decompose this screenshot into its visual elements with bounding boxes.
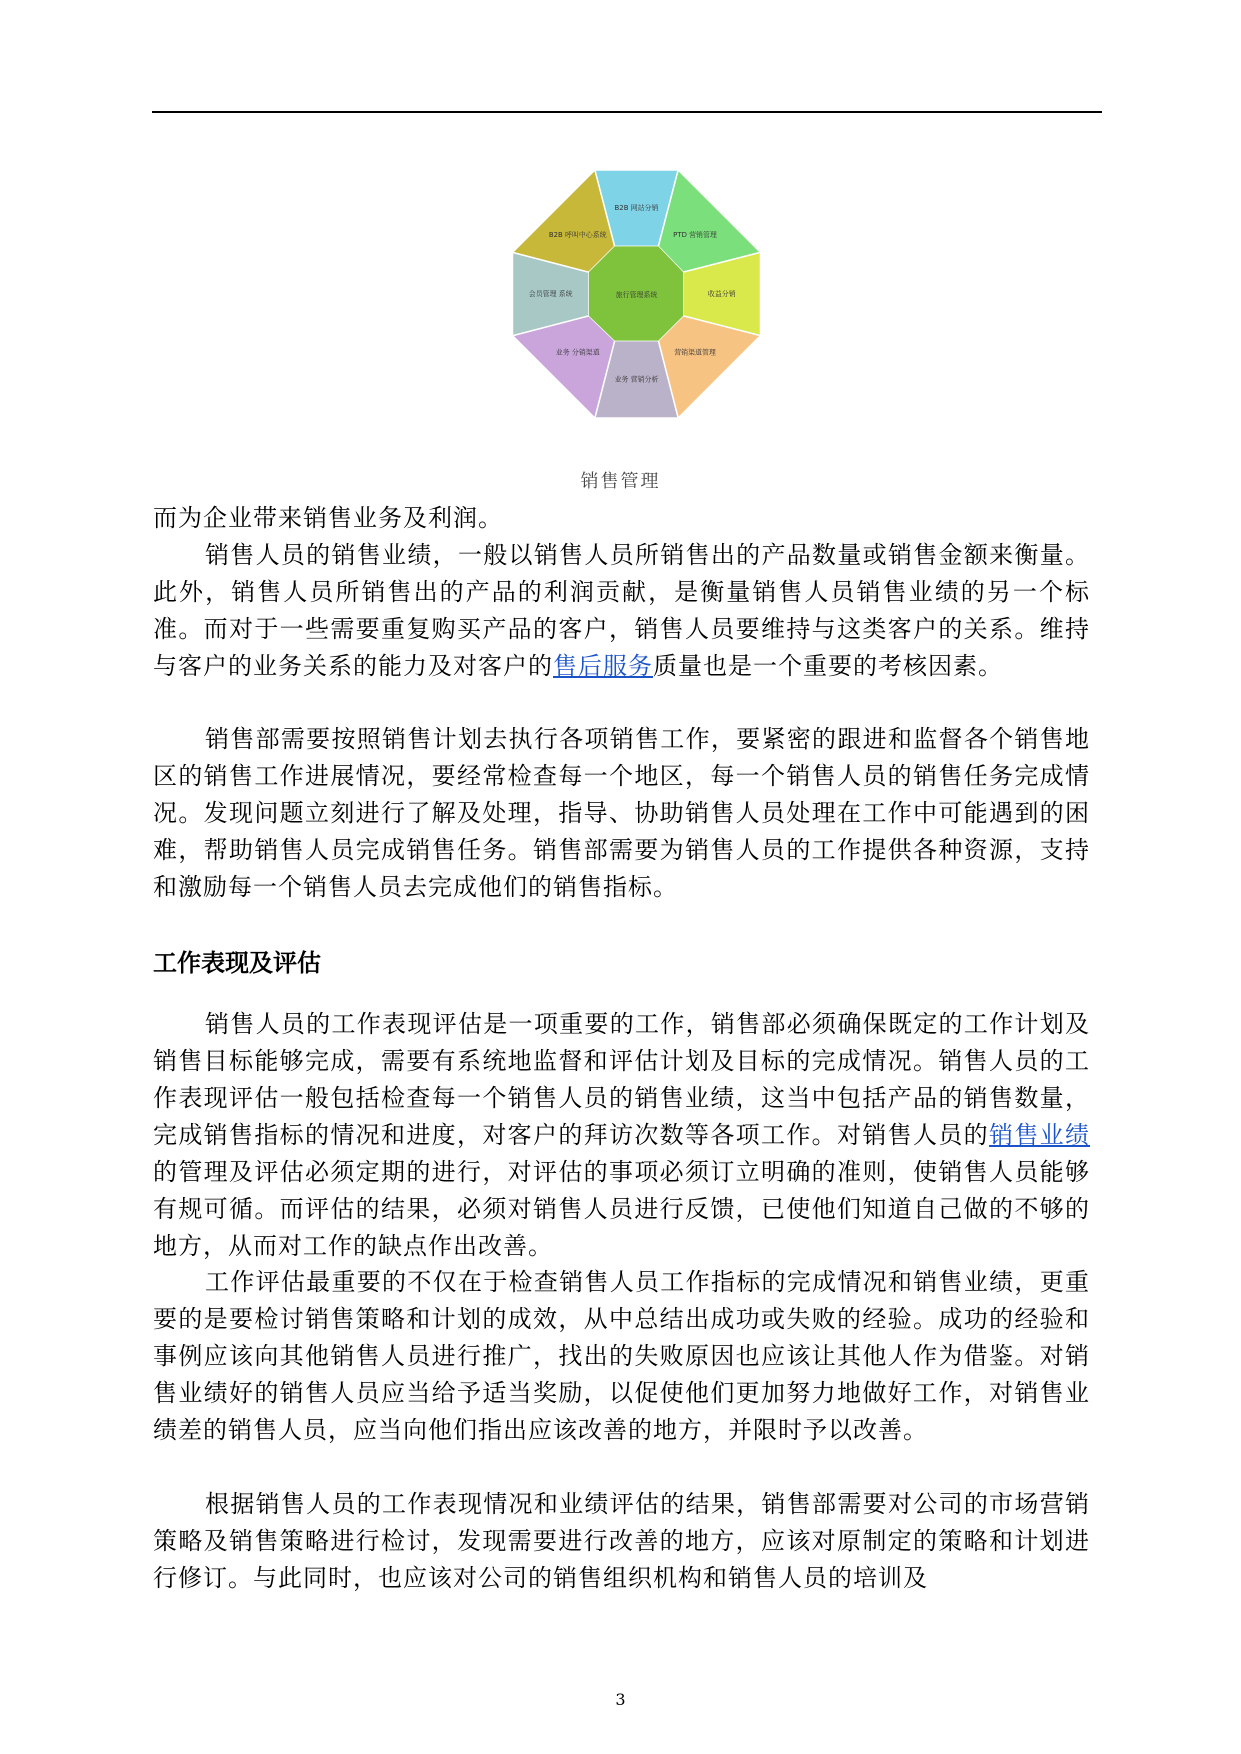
paragraph-2 [153, 537, 1090, 685]
diagram-segment [513, 170, 615, 272]
paragraph-3: 销售部需要按照销售计划去执行各项销售工作，要紧密的跟进和监督各个销售地区的销售工作进展情况，要经常检查每一个地区，每一个销售人员的销售任务完成情况。发现问题立刻进行了解及处理，指导、协助销售人员处理在工作中可能遇到的困难，帮助销售人员完成销售任务。销售部需要为销售人员的工作提供各种资源，支持和激励每一个销售人员去完成他们的销售指标。 [153, 725, 1090, 901]
paragraph-2-text-end: 质量也是一个重要的考核因素。 [653, 652, 1003, 680]
diagram-segment-label: 收益分销 [707, 289, 736, 298]
paragraph-4 [153, 1006, 1090, 1265]
diagram-segment-label: B2B 网站分销 [614, 204, 659, 213]
header-rule [152, 111, 1102, 113]
diagram-segment-label: B2B 呼叫中心系统 [548, 231, 607, 240]
paragraph-5: 工作评估最重要的不仅在于检查销售人员工作指标的完成情况和销售业绩，更重要的是要检讨销售策略和计划的成效，从中总结出成功或失败的经验。成功的经验和事例应该向其他销售人员进行推广，找出的失败原因也应该让其他人作为借鉴。对销售业绩好的销售人员应当给予适当奖励，以促使他们更加努力地做好工作，对销售业绩差的销售人员，应当向他们指出应该改善的地方，并限时予以改善。 [153, 1268, 1090, 1444]
paragraph-6: 根据销售人员的工作表现情况和业绩评估的结果，销售部需要对公司的市场营销策略及销售策略进行检讨，发现需要进行改善的地方，应该对原制定的策略和计划进行修订。与此同时，也应该对公司的销售组织机构和销售人员的培训及 [153, 1490, 1090, 1592]
sales-performance-link[interactable]: 销售业绩 [989, 1121, 1090, 1149]
after-sales-service-link[interactable]: 售后服务 [553, 652, 653, 680]
page-number: 3 [615, 1690, 626, 1709]
figure-caption: 销售管理 [580, 471, 661, 492]
diagram-segment-label: 业务 分销渠道 [555, 348, 600, 357]
section-heading: 工作表现及评估 [153, 949, 321, 977]
diagram-segment-label: 业务 营销分析 [614, 375, 659, 384]
sales-management-octagon-diagram [512, 170, 761, 418]
diagram-segment-label: PTD 营销管理 [673, 231, 717, 240]
paragraph-4-text: 销售人员的工作表现评估是一项重要的工作，销售部必须确保既定的工作计划及销售目标能够完成，需要有系统地监督和评估计划及目标的完成情况。销售人员的工作表现评估一般包括检查每一个销售人员的销售业绩，这当中包括产品的销售数量，完成销售指标的情况和进度，对客户的拜访次数等各项工作。对销售人员的 [153, 1010, 1090, 1149]
paragraph-2-text: 销售人员的销售业绩，一般以销售人员所销售出的产品数量或销售金额来衡量。此外，销售人员所销售出的产品的利润贡献，是衡量销售人员销售业绩的另一个标准。而对于一些需要重复购买产品的客户，销售人员要维持与这类客户的关系。维持与客户的业务关系的能力及对客户的 [153, 541, 1090, 680]
diagram-segment-label: 会员管理 系统 [528, 289, 573, 298]
diagram-center-label: 旅行管理系统 [615, 290, 658, 299]
diagram-segment-label: 营销渠道管理 [674, 348, 716, 357]
paragraph-1: 而为企业带来销售业务及利润。 [153, 504, 503, 532]
paragraph-4-text-end: 的管理及评估必须定期的进行，对评估的事项必须订立明确的准则，使销售人员能够有规可循。而评估的结果，必须对销售人员进行反馈，已使他们知道自己做的不够的地方，从而对工作的缺点作出改善。 [153, 1158, 1090, 1260]
